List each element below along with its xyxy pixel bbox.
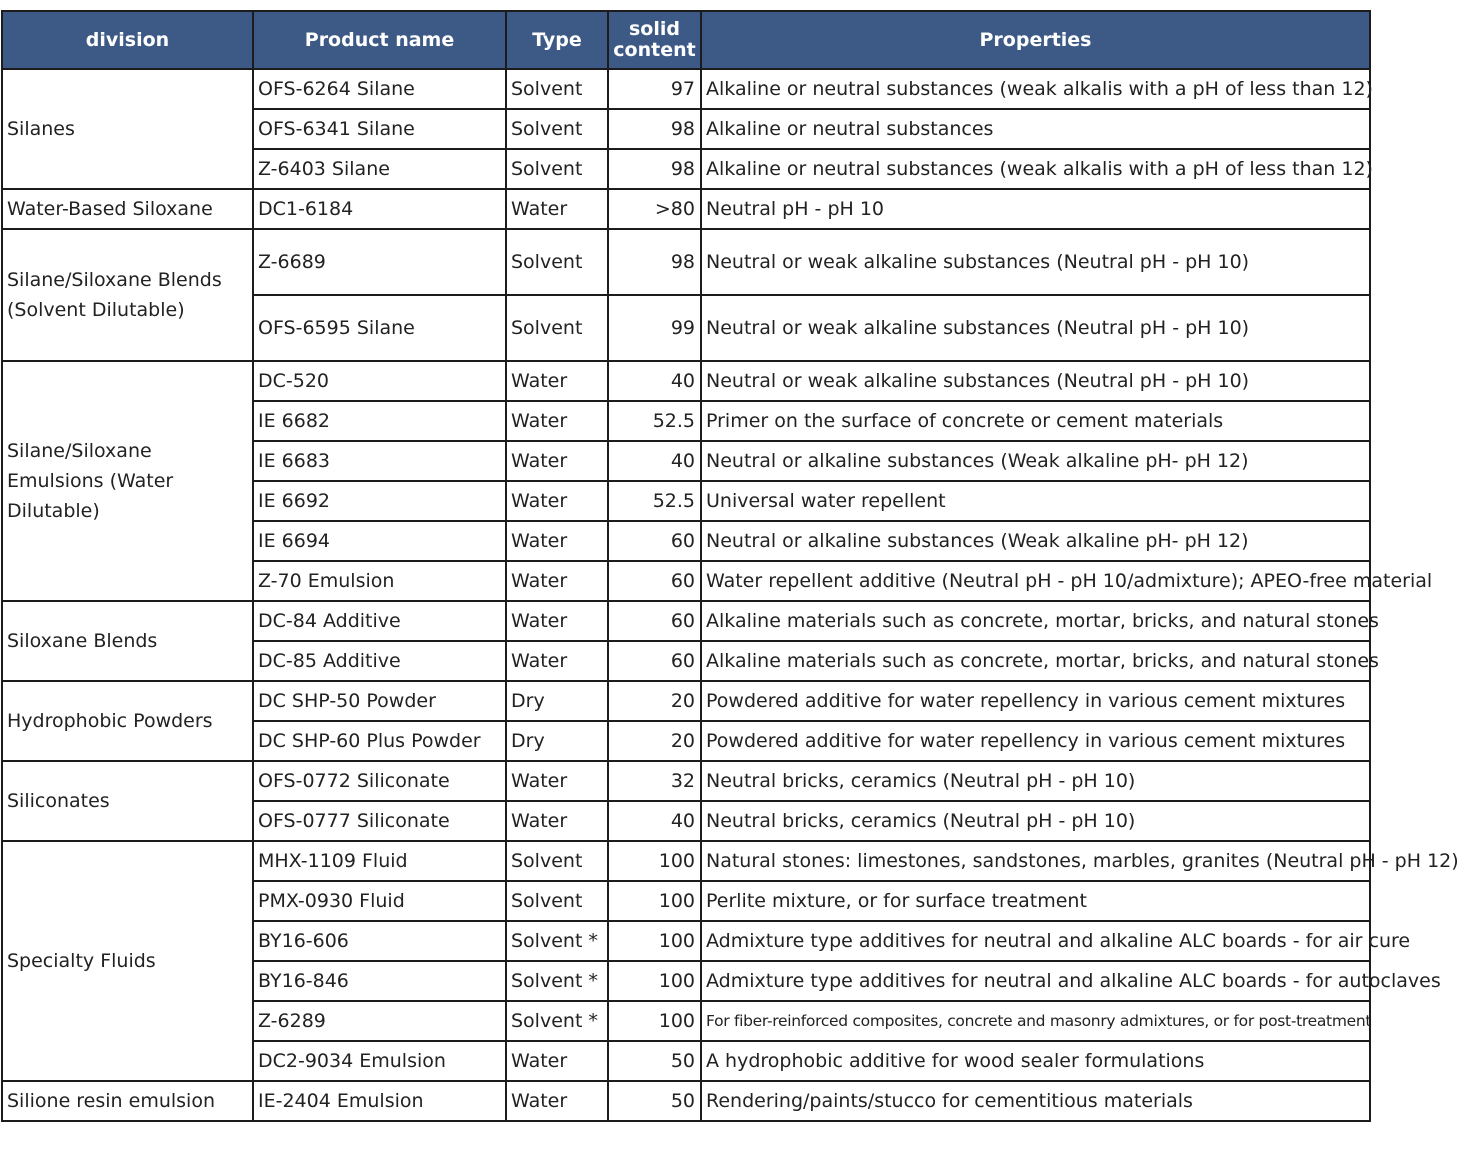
type-cell: Solvent bbox=[506, 881, 608, 921]
type-cell: Solvent * bbox=[506, 921, 608, 961]
type-cell: Water bbox=[506, 1041, 608, 1081]
type-cell: Water bbox=[506, 1081, 608, 1121]
solid-content-cell: 100 bbox=[608, 1001, 701, 1041]
properties-cell: Neutral or alkaline substances (Weak alkaline pH- pH 12) bbox=[701, 521, 1370, 561]
solid-content-cell: 98 bbox=[608, 229, 701, 295]
solid-content-cell: 60 bbox=[608, 561, 701, 601]
solid-content-cell: 60 bbox=[608, 601, 701, 641]
product-name-cell: PMX-0930 Fluid bbox=[253, 881, 506, 921]
properties-cell: Neutral or weak alkaline substances (Neutral pH - pH 10) bbox=[701, 295, 1370, 361]
solid-content-cell: 32 bbox=[608, 761, 701, 801]
division-cell: Silione resin emulsion bbox=[2, 1081, 253, 1121]
header-type: Type bbox=[506, 11, 608, 69]
product-name-cell: DC-520 bbox=[253, 361, 506, 401]
division-cell: Silane/Siloxane Emulsions (Water Dilutable) bbox=[2, 361, 253, 601]
type-cell: Dry bbox=[506, 721, 608, 761]
division-cell: Silane/Siloxane Blends (Solvent Dilutable) bbox=[2, 229, 253, 361]
product-name-cell: Z-6689 bbox=[253, 229, 506, 295]
product-name-cell: DC1-6184 bbox=[253, 189, 506, 229]
solid-content-cell: 20 bbox=[608, 721, 701, 761]
product-name-cell: IE 6682 bbox=[253, 401, 506, 441]
header-solid-content bbox=[608, 11, 701, 69]
properties-cell: Universal water repellent bbox=[701, 481, 1370, 521]
product-name-cell: Z-6403 Silane bbox=[253, 149, 506, 189]
solid-content-cell: 60 bbox=[608, 521, 701, 561]
header-division: division bbox=[2, 11, 253, 69]
type-cell: Water bbox=[506, 641, 608, 681]
type-cell: Water bbox=[506, 189, 608, 229]
properties-cell: Alkaline or neutral substances (weak alkalis with a pH of less than 12) bbox=[701, 149, 1370, 189]
product-name-cell: DC2-9034 Emulsion bbox=[253, 1041, 506, 1081]
properties-cell: Primer on the surface of concrete or cement materials bbox=[701, 401, 1370, 441]
product-name-cell: OFS-6595 Silane bbox=[253, 295, 506, 361]
properties-cell: Water repellent additive (Neutral pH - pH 10/admixture); APEO-free material bbox=[701, 561, 1370, 601]
product-name-cell: DC SHP-60 Plus Powder bbox=[253, 721, 506, 761]
properties-cell: A hydrophobic additive for wood sealer formulations bbox=[701, 1041, 1370, 1081]
type-cell: Solvent bbox=[506, 229, 608, 295]
product-name-cell: OFS-6341 Silane bbox=[253, 109, 506, 149]
solid-content-cell: 52.5 bbox=[608, 401, 701, 441]
properties-cell: Neutral or weak alkaline substances (Neutral pH - pH 10) bbox=[701, 361, 1370, 401]
type-cell: Water bbox=[506, 441, 608, 481]
solid-content-cell: 100 bbox=[608, 961, 701, 1001]
header-row bbox=[2, 11, 1370, 69]
solid-content-cell: 50 bbox=[608, 1081, 701, 1121]
solid-content-cell: 100 bbox=[608, 921, 701, 961]
solid-content-cell: 40 bbox=[608, 361, 701, 401]
type-cell: Water bbox=[506, 801, 608, 841]
table-row bbox=[2, 761, 1370, 801]
properties-cell: Natural stones: limestones, sandstones, marbles, granites (Neutral pH - pH 12) bbox=[701, 841, 1370, 881]
solid-content-cell: >80 bbox=[608, 189, 701, 229]
type-cell: Water bbox=[506, 481, 608, 521]
division-cell: Specialty Fluids bbox=[2, 841, 253, 1081]
division-cell: Silanes bbox=[2, 69, 253, 189]
properties-cell: Alkaline materials such as concrete, mortar, bricks, and natural stones bbox=[701, 601, 1370, 641]
type-cell: Water bbox=[506, 521, 608, 561]
table-row bbox=[2, 1081, 1370, 1121]
solid-content-cell: 100 bbox=[608, 841, 701, 881]
division-cell: Siliconates bbox=[2, 761, 253, 841]
type-cell: Water bbox=[506, 601, 608, 641]
solid-content-cell: 20 bbox=[608, 681, 701, 721]
product-name-cell: IE 6683 bbox=[253, 441, 506, 481]
solid-content-cell: 99 bbox=[608, 295, 701, 361]
properties-cell: Powdered additive for water repellency in various cement mixtures bbox=[701, 721, 1370, 761]
table-row bbox=[2, 69, 1370, 109]
table-row bbox=[2, 189, 1370, 229]
solid-content-cell: 50 bbox=[608, 1041, 701, 1081]
type-cell: Water bbox=[506, 561, 608, 601]
solid-content-cell: 52.5 bbox=[608, 481, 701, 521]
header-properties: Properties bbox=[701, 11, 1370, 69]
type-cell: Solvent bbox=[506, 841, 608, 881]
type-cell: Solvent bbox=[506, 149, 608, 189]
properties-cell: Alkaline or neutral substances (weak alkalis with a pH of less than 12) bbox=[701, 69, 1370, 109]
type-cell: Solvent * bbox=[506, 961, 608, 1001]
properties-cell: Alkaline materials such as concrete, mortar, bricks, and natural stones bbox=[701, 641, 1370, 681]
division-cell: Hydrophobic Powders bbox=[2, 681, 253, 761]
solid-content-cell: 40 bbox=[608, 801, 701, 841]
properties-cell: Neutral bricks, ceramics (Neutral pH - pH 10) bbox=[701, 761, 1370, 801]
product-name-cell: MHX-1109 Fluid bbox=[253, 841, 506, 881]
product-name-cell: DC SHP-50 Powder bbox=[253, 681, 506, 721]
properties-cell: Alkaline or neutral substances bbox=[701, 109, 1370, 149]
properties-cell: Admixture type additives for neutral and alkaline ALC boards - for air cure bbox=[701, 921, 1370, 961]
product-name-cell: DC-84 Additive bbox=[253, 601, 506, 641]
properties-cell: Neutral bricks, ceramics (Neutral pH - pH 10) bbox=[701, 801, 1370, 841]
properties-cell: Powdered additive for water repellency in various cement mixtures bbox=[701, 681, 1370, 721]
table-body bbox=[2, 69, 1459, 1121]
product-name-cell: BY16-606 bbox=[253, 921, 506, 961]
header-product-name: Product name bbox=[253, 11, 506, 69]
solid-content-cell: 100 bbox=[608, 881, 701, 921]
properties-cell: Admixture type additives for neutral and alkaline ALC boards - for autoclaves bbox=[701, 961, 1370, 1001]
table-row bbox=[2, 229, 1370, 295]
type-cell: Water bbox=[506, 401, 608, 441]
type-cell: Solvent * bbox=[506, 1001, 608, 1041]
solid-content-cell: 40 bbox=[608, 441, 701, 481]
product-name-cell: Z-70 Emulsion bbox=[253, 561, 506, 601]
properties-cell: Neutral or alkaline substances (Weak alkaline pH- pH 12) bbox=[701, 441, 1370, 481]
product-name-cell: IE-2404 Emulsion bbox=[253, 1081, 506, 1121]
type-cell: Water bbox=[506, 761, 608, 801]
product-name-cell: IE 6692 bbox=[253, 481, 506, 521]
header-solid-line2: content bbox=[613, 39, 696, 61]
product-name-cell: OFS-0777 Siliconate bbox=[253, 801, 506, 841]
product-table bbox=[1, 10, 1459, 1122]
table-row bbox=[2, 601, 1370, 641]
table-row bbox=[2, 361, 1370, 401]
type-cell: Solvent bbox=[506, 295, 608, 361]
header-solid-line1: solid bbox=[629, 18, 680, 40]
product-name-cell: BY16-846 bbox=[253, 961, 506, 1001]
product-name-cell: DC-85 Additive bbox=[253, 641, 506, 681]
division-cell: Siloxane Blends bbox=[2, 601, 253, 681]
properties-cell: Perlite mixture, or for surface treatment bbox=[701, 881, 1370, 921]
table-row bbox=[2, 681, 1370, 721]
product-name-cell: Z-6289 bbox=[253, 1001, 506, 1041]
division-cell: Water-Based Siloxane bbox=[2, 189, 253, 229]
type-cell: Dry bbox=[506, 681, 608, 721]
properties-cell: Rendering/paints/stucco for cementitious materials bbox=[701, 1081, 1370, 1121]
product-name-cell: OFS-0772 Siliconate bbox=[253, 761, 506, 801]
type-cell: Solvent bbox=[506, 109, 608, 149]
product-name-cell: IE 6694 bbox=[253, 521, 506, 561]
solid-content-cell: 98 bbox=[608, 109, 701, 149]
product-name-cell: OFS-6264 Silane bbox=[253, 69, 506, 109]
properties-cell: For fiber-reinforced composites, concrete and masonry admixtures, or for post-treatment bbox=[701, 1001, 1370, 1041]
solid-content-cell: 97 bbox=[608, 69, 701, 109]
properties-cell: Neutral pH - pH 10 bbox=[701, 189, 1370, 229]
solid-content-cell: 60 bbox=[608, 641, 701, 681]
properties-cell: Neutral or weak alkaline substances (Neutral pH - pH 10) bbox=[701, 229, 1370, 295]
solid-content-cell: 98 bbox=[608, 149, 701, 189]
table-row bbox=[2, 841, 1370, 881]
type-cell: Solvent bbox=[506, 69, 608, 109]
type-cell: Water bbox=[506, 361, 608, 401]
